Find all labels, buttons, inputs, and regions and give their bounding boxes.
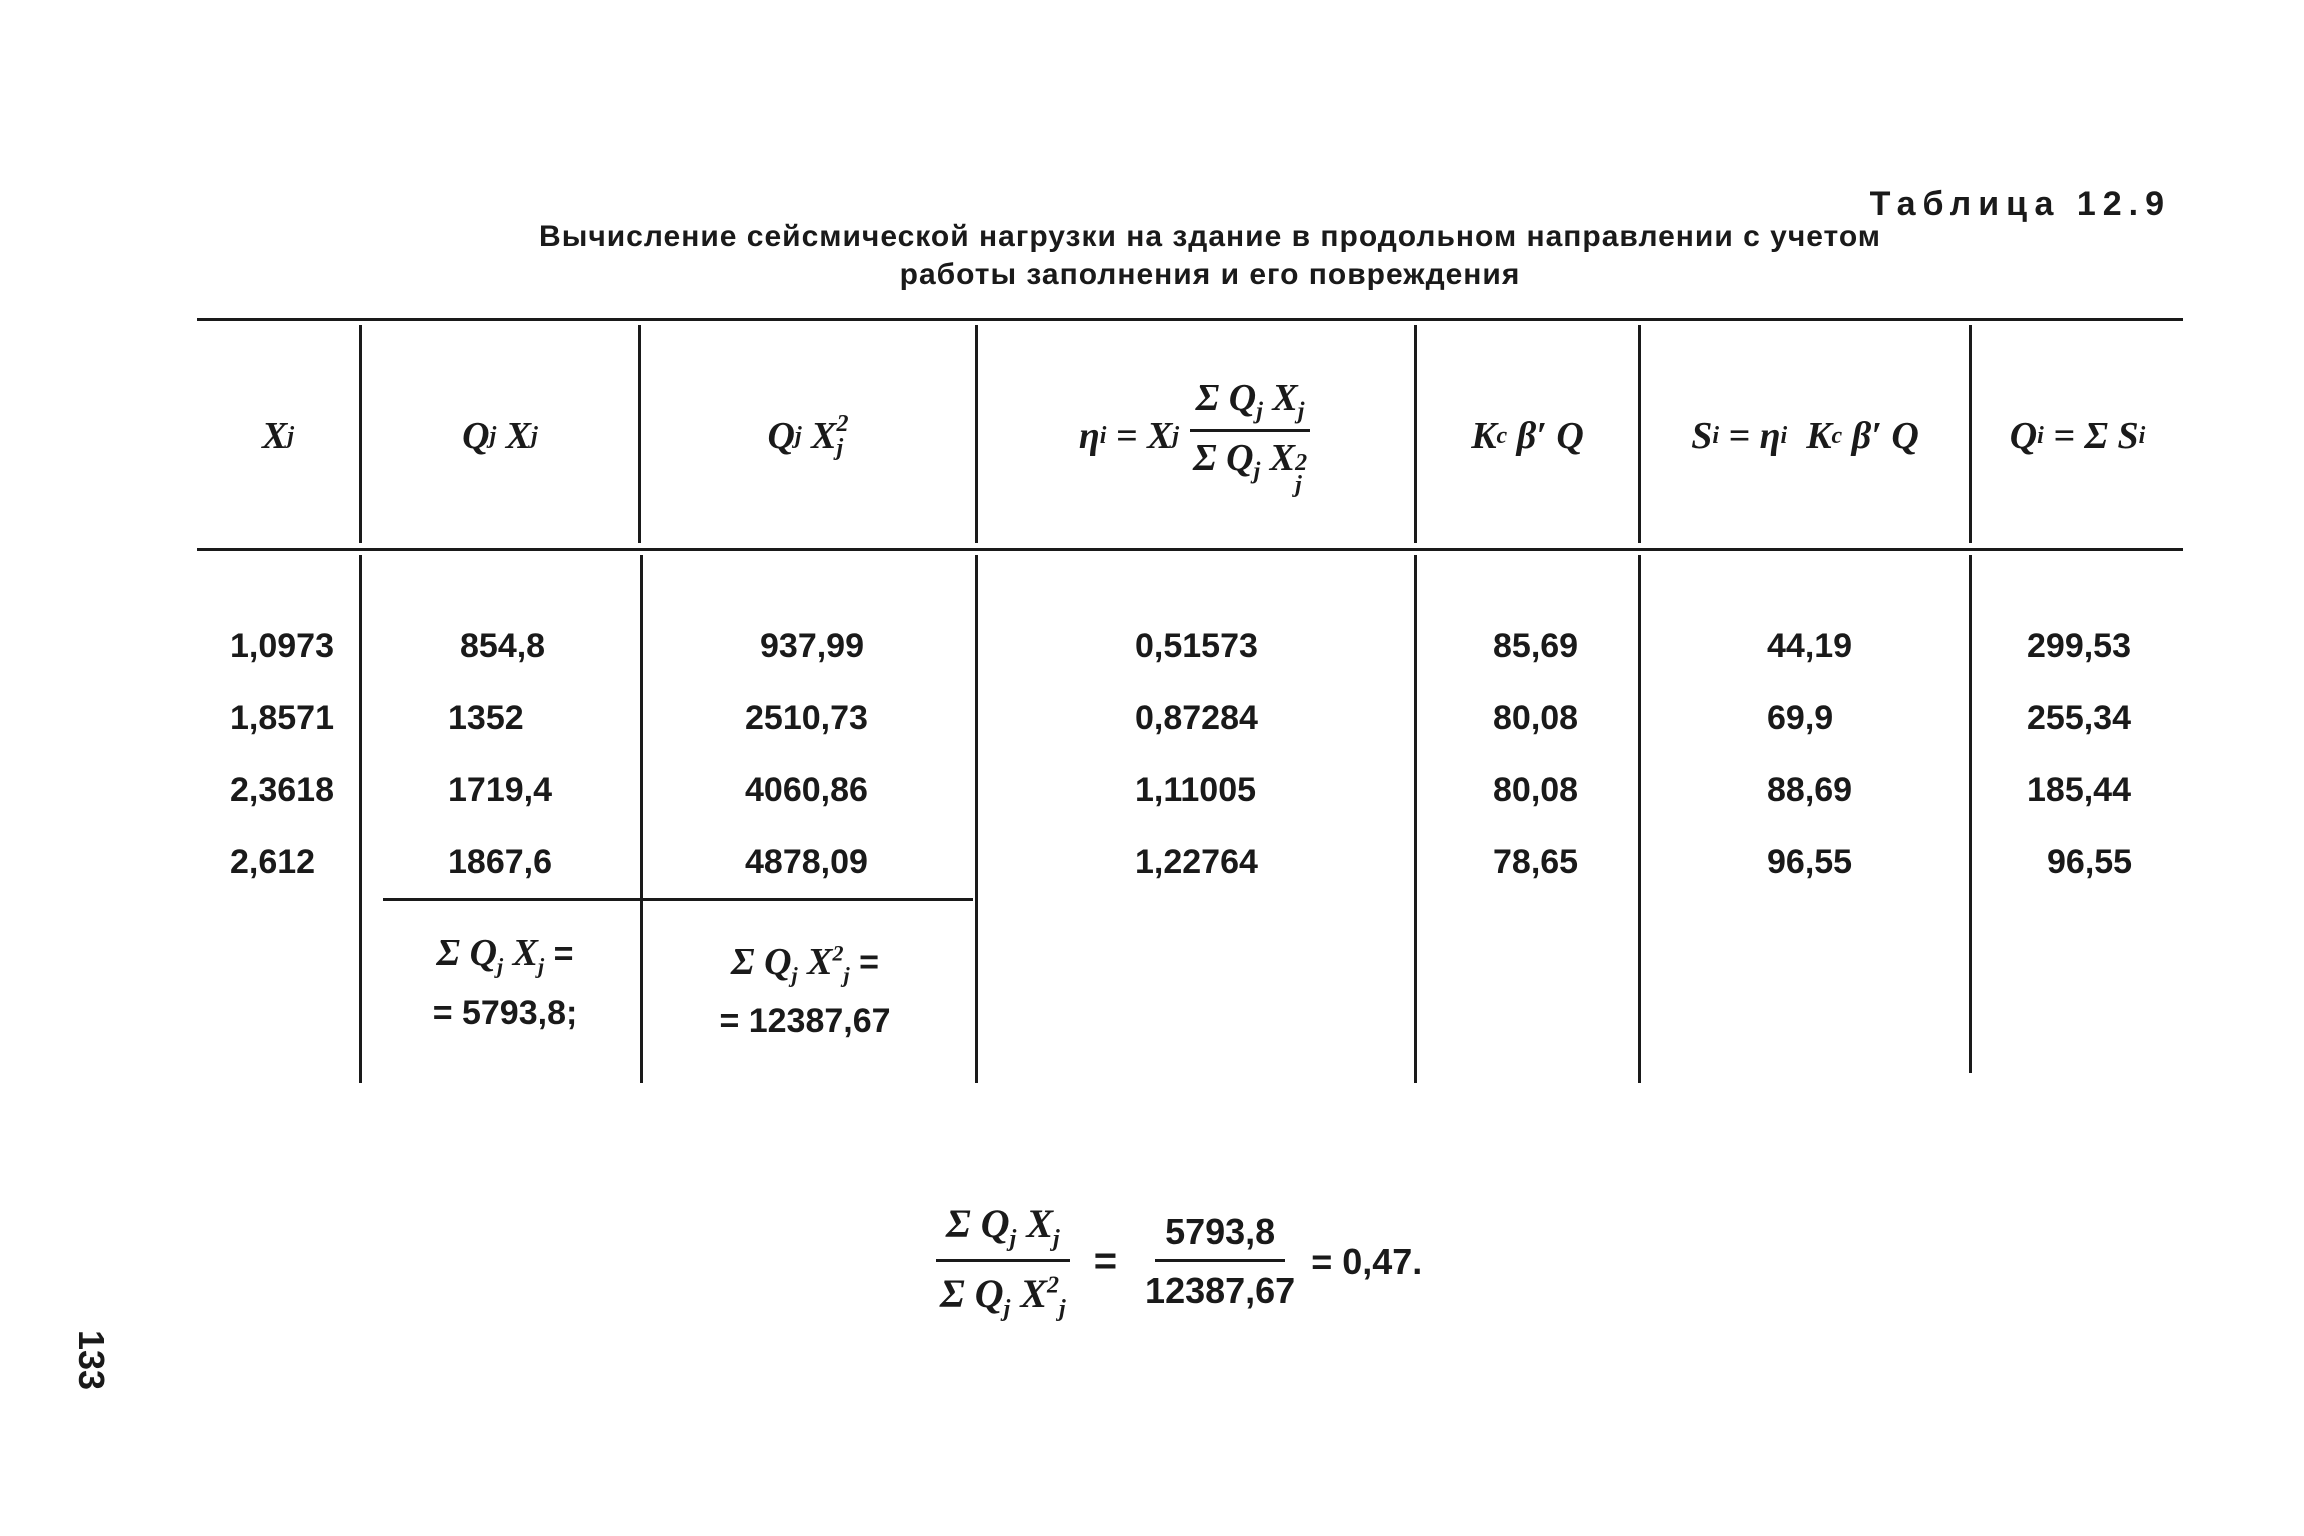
sum-qx-value: = 5793,8; — [432, 993, 578, 1032]
cell-qx: 1352 — [448, 699, 524, 737]
cell-kbq: 80,08 — [1493, 699, 1579, 737]
header-eta-fraction: Σ $Q_j$ $X_j$ Σ $Q_j$ X 2 j — [1187, 376, 1313, 497]
formula-numeric-fraction: $\frac{5793,8}{12387,67}$ — [1145, 1211, 1296, 1311]
table-row — [190, 754, 2160, 826]
cell-kbq: 85,69 — [1493, 627, 1579, 665]
header-qx: Q j X j — [462, 415, 538, 457]
cell-qx2: 2510,73 — [745, 699, 868, 737]
cell-kbq: 78,65 — [1493, 843, 1579, 881]
cell-qx2: 4060,86 — [745, 771, 868, 809]
cell-eta: 0,87284 — [1135, 699, 1258, 737]
sum-qx2-value: = 12387,67 — [719, 1002, 891, 1041]
cell-q: 299,53 — [2027, 627, 2131, 665]
header-s: S i = η i K c β′ Q — [1691, 415, 1919, 457]
cell-eta: 1,22764 — [1135, 843, 1258, 881]
sum-qx2 — [650, 930, 960, 1044]
cell-eta: 1,11005 — [1135, 771, 1257, 809]
cell-qx: 1719,4 — [448, 771, 552, 809]
table-top-rule — [197, 318, 2183, 321]
cell-x: 2,612 — [230, 843, 316, 881]
header-x: X j — [261, 415, 295, 457]
cell-qx: 854,8 — [460, 627, 546, 665]
sum-qx-label: Σ $Q_j$ $X_j$ = — [436, 932, 574, 979]
header-qx2: Q j X 2 j — [767, 411, 849, 461]
cell-q: 185,44 — [2027, 771, 2131, 809]
sum-qx — [380, 930, 630, 1036]
title-line-2: работы заполнения и его повреждения — [899, 258, 1521, 291]
title-line-1: Вычисление сейсмической нагрузки на здание в продольном направлении с учетом — [539, 220, 1881, 253]
cell-x: 1,0973 — [230, 627, 334, 665]
header-q: Q i = Σ S i — [2009, 415, 2146, 457]
cell-kbq: 80,08 — [1493, 771, 1579, 809]
table-label: Таблица 12.9 — [1869, 185, 2171, 223]
table-row — [190, 610, 2160, 682]
table-row — [190, 682, 2160, 754]
cell-qx2: 4878,09 — [745, 843, 868, 881]
sum-qx2-label: Σ $Q_j$ $X^2_j$ = — [731, 940, 879, 988]
formula-symbolic-fraction: $\frac{\Sigma Q_j X_j}{\Sigma Q_j X^2_j}$ — [930, 1200, 1076, 1323]
cell-eta: 0,51573 — [1135, 627, 1258, 665]
cell-s: 88,69 — [1767, 771, 1853, 809]
cell-s: 69,9 — [1767, 699, 1834, 737]
cell-q: 96,55 — [2047, 843, 2133, 881]
header-kbq: K c β′ Q — [1471, 415, 1584, 457]
header-eta: η i = X j Σ $Q_j$ $X_j$ Σ $Q_j$ X 2 j — [978, 325, 1414, 547]
cell-x: 1,8571 — [230, 699, 334, 737]
ratio-formula — [930, 1200, 1422, 1323]
cell-qx2: 937,99 — [760, 627, 864, 665]
cell-s: 96,55 — [1767, 843, 1853, 881]
cell-x: 2,3618 — [230, 771, 334, 809]
cell-s: 44,19 — [1767, 627, 1853, 665]
formula-equals: = — [1093, 1239, 1118, 1283]
table-body — [190, 610, 2160, 898]
table-row — [190, 826, 2160, 898]
table-title — [440, 218, 1980, 294]
formula-result: = 0,47. — [1311, 1240, 1423, 1282]
cell-qx: 1867,6 — [448, 843, 552, 881]
cell-q: 255,34 — [2027, 699, 2131, 737]
sum-top-rule — [383, 898, 973, 901]
page-number: 133 — [71, 1330, 112, 1391]
header-bottom-rule — [197, 548, 2183, 551]
